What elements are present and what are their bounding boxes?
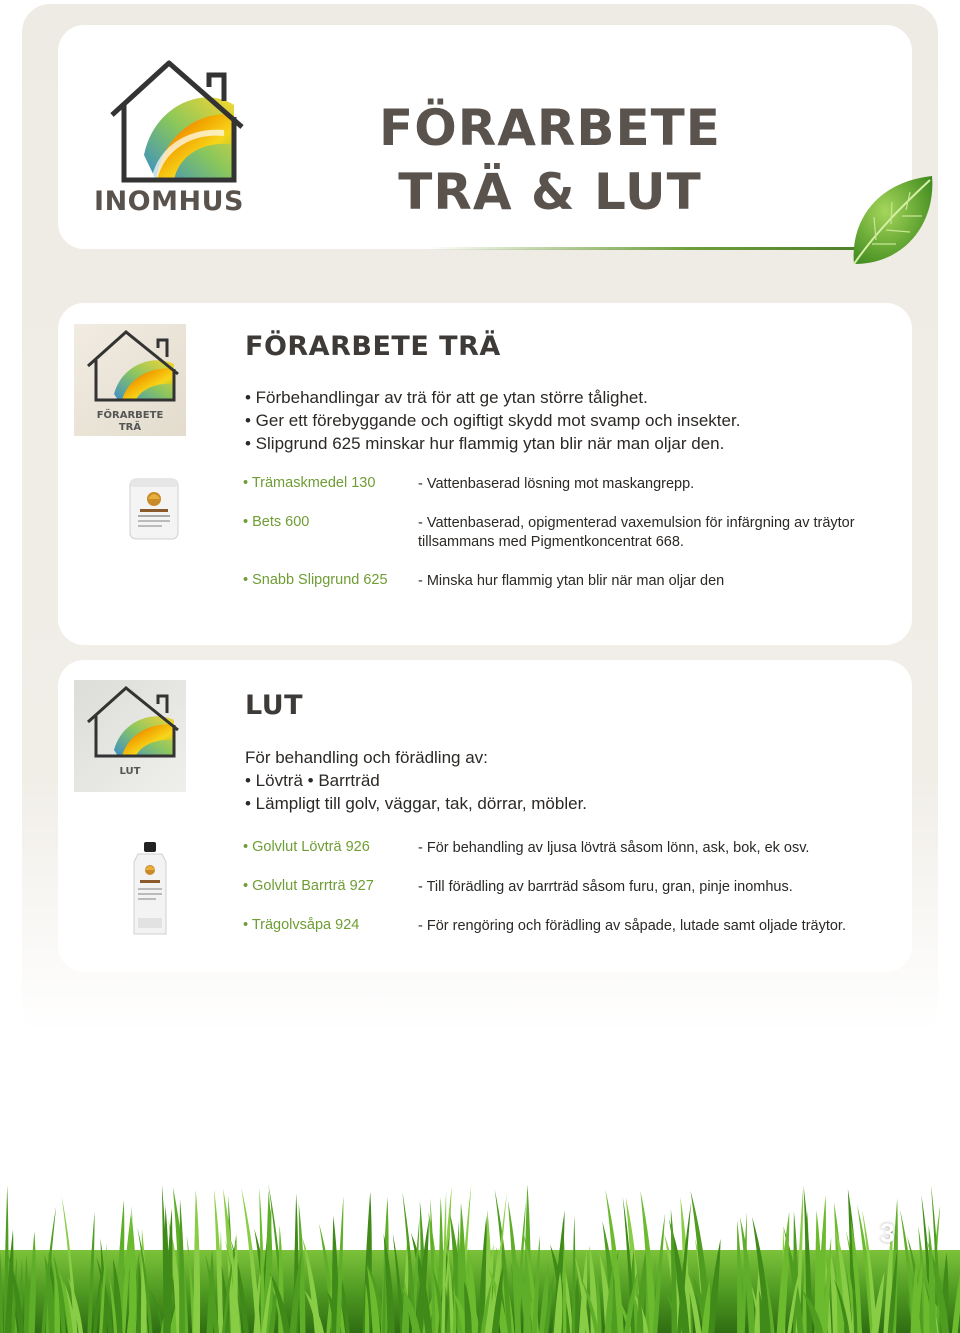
product-name: • Trägolvsåpa 924 xyxy=(243,917,360,933)
grass-illustration xyxy=(0,1180,960,1333)
title-line-2: TRÄ & LUT xyxy=(398,163,702,221)
section2-title: LUT xyxy=(245,690,304,721)
thumb-caption-line-1: FÖRARBETE xyxy=(96,410,164,421)
product-description: - Till förädling av barrträd såsom furu, gran, pinje inomhus. xyxy=(418,879,793,895)
bullet-item: • Ger ett förebyggande och ogiftigt skydd mot svamp och insekter. xyxy=(245,411,741,430)
product-description: - För behandling av ljusa lövträ såsom lönn, ask, bok, ek osv. xyxy=(418,840,810,856)
product-name: • Bets 600 xyxy=(243,514,310,530)
bullet-item: • Förbehandlingar av trä för att ge ytan större tålighet. xyxy=(245,388,648,407)
bullet-item: • Slipgrund 625 minskar hur flammig ytan blir när man oljar den. xyxy=(245,434,725,453)
paint-can-product-image xyxy=(128,475,180,541)
title-line-1: FÖRARBETE xyxy=(379,99,721,157)
intro-line: • Lämpligt till golv, väggar, tak, dörrar, möbler. xyxy=(245,794,588,813)
logo-wordmark: INOMHUS xyxy=(94,186,244,217)
section1-title: FÖRARBETE TRÄ xyxy=(245,331,501,362)
section2-thumbnail xyxy=(74,680,186,792)
product-description: - Minska hur flammig ytan blir när man oljar den xyxy=(418,573,725,589)
grass-blade xyxy=(179,1199,185,1333)
product-name: • Golvlut Lövträ 926 xyxy=(243,839,370,855)
product-name: • Snabb Slipgrund 625 xyxy=(243,572,388,588)
header-divider xyxy=(430,247,860,250)
intro-line: • Lövträ • Barrträd xyxy=(245,771,380,790)
product-description: - Vattenbaserad lösning mot maskangrepp. xyxy=(418,476,695,492)
thumb-caption: LUT xyxy=(119,766,141,777)
intro-line: För behandling och förädling av: xyxy=(245,748,488,767)
leaf-icon xyxy=(846,172,938,272)
product-description: - För rengöring och förädling av såpade, lutade samt oljade träytor. xyxy=(418,918,846,934)
section1-thumbnail xyxy=(74,324,186,436)
page-number: 3 xyxy=(880,1218,896,1248)
product-name: • Trämaskmedel 130 xyxy=(243,475,376,491)
product-name: • Golvlut Barrträ 927 xyxy=(243,878,374,894)
section2-intro xyxy=(245,746,587,815)
lye-bottle-product-image xyxy=(130,840,170,938)
section1-bullets xyxy=(245,386,740,455)
page-title xyxy=(370,96,730,224)
thumb-caption-line-2: TRÄ xyxy=(118,422,142,433)
product-description: - Vattenbaserad, opigmenterad vaxemulsion för infärgning av träytor tillsammans med Pigmentkoncentrat 668. xyxy=(418,515,855,550)
